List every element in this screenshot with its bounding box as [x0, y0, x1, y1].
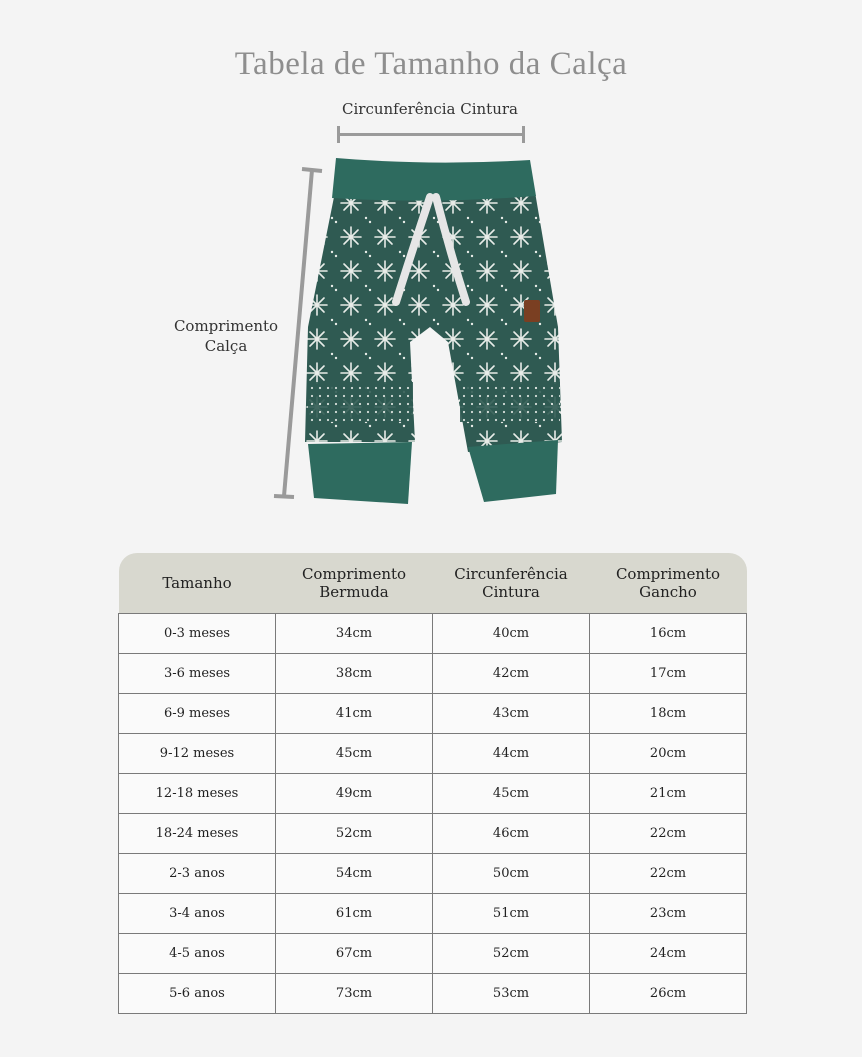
cell-rise: 26cm [590, 974, 747, 1014]
waist-measure-label: Circunferência Cintura [342, 100, 518, 118]
header-waist: Circunferência Cintura [433, 553, 590, 614]
cell-rise: 24cm [590, 934, 747, 974]
cell-bermuda: 61cm [276, 894, 433, 934]
table-row [119, 934, 747, 974]
table-row [119, 654, 747, 694]
cell-size: 12-18 meses [119, 774, 276, 814]
header-size: Tamanho [119, 553, 276, 614]
cell-waist: 45cm [433, 774, 590, 814]
table-header-row [119, 553, 747, 614]
pants-illustration [300, 152, 570, 512]
table-row [119, 814, 747, 854]
cell-bermuda: 41cm [276, 694, 433, 734]
cell-rise: 22cm [590, 854, 747, 894]
header-bermuda-length: Comprimento Bermuda [276, 553, 433, 614]
cell-bermuda: 45cm [276, 734, 433, 774]
cell-size: 3-6 meses [119, 654, 276, 694]
cell-bermuda: 52cm [276, 814, 433, 854]
cell-rise: 23cm [590, 894, 747, 934]
cell-size: 3-4 anos [119, 894, 276, 934]
length-label-line1: Comprimento [173, 317, 279, 335]
cell-rise: 16cm [590, 614, 747, 654]
cell-rise: 22cm [590, 814, 747, 854]
table-row [119, 694, 747, 734]
cell-bermuda: 73cm [276, 974, 433, 1014]
cell-size: 18-24 meses [119, 814, 276, 854]
table-row [119, 614, 747, 654]
size-table [118, 553, 747, 1014]
cell-size: 2-3 anos [119, 854, 276, 894]
header-rise-length: Comprimento Gancho [590, 553, 747, 614]
cell-size: 0-3 meses [119, 614, 276, 654]
cell-rise: 17cm [590, 654, 747, 694]
cell-rise: 21cm [590, 774, 747, 814]
cell-waist: 43cm [433, 694, 590, 734]
cell-rise: 18cm [590, 694, 747, 734]
cell-bermuda: 54cm [276, 854, 433, 894]
cell-size: 9-12 meses [119, 734, 276, 774]
cell-size: 4-5 anos [119, 934, 276, 974]
cell-rise: 20cm [590, 734, 747, 774]
cell-waist: 52cm [433, 934, 590, 974]
cell-waist: 42cm [433, 654, 590, 694]
table-row [119, 734, 747, 774]
page-title: Tabela de Tamanho da Calça [234, 46, 628, 82]
table-row [119, 974, 747, 1014]
cell-waist: 50cm [433, 854, 590, 894]
waist-measure-bar [337, 133, 525, 136]
cell-size: 6-9 meses [119, 694, 276, 734]
cell-bermuda: 49cm [276, 774, 433, 814]
cell-waist: 53cm [433, 974, 590, 1014]
length-label-line2: Calça [204, 337, 248, 355]
cell-bermuda: 38cm [276, 654, 433, 694]
cell-waist: 44cm [433, 734, 590, 774]
table-row [119, 854, 747, 894]
cell-waist: 40cm [433, 614, 590, 654]
cell-bermuda: 34cm [276, 614, 433, 654]
table-row [119, 774, 747, 814]
cell-waist: 46cm [433, 814, 590, 854]
cell-bermuda: 67cm [276, 934, 433, 974]
cell-waist: 51cm [433, 894, 590, 934]
cell-size: 5-6 anos [119, 974, 276, 1014]
table-row [119, 894, 747, 934]
